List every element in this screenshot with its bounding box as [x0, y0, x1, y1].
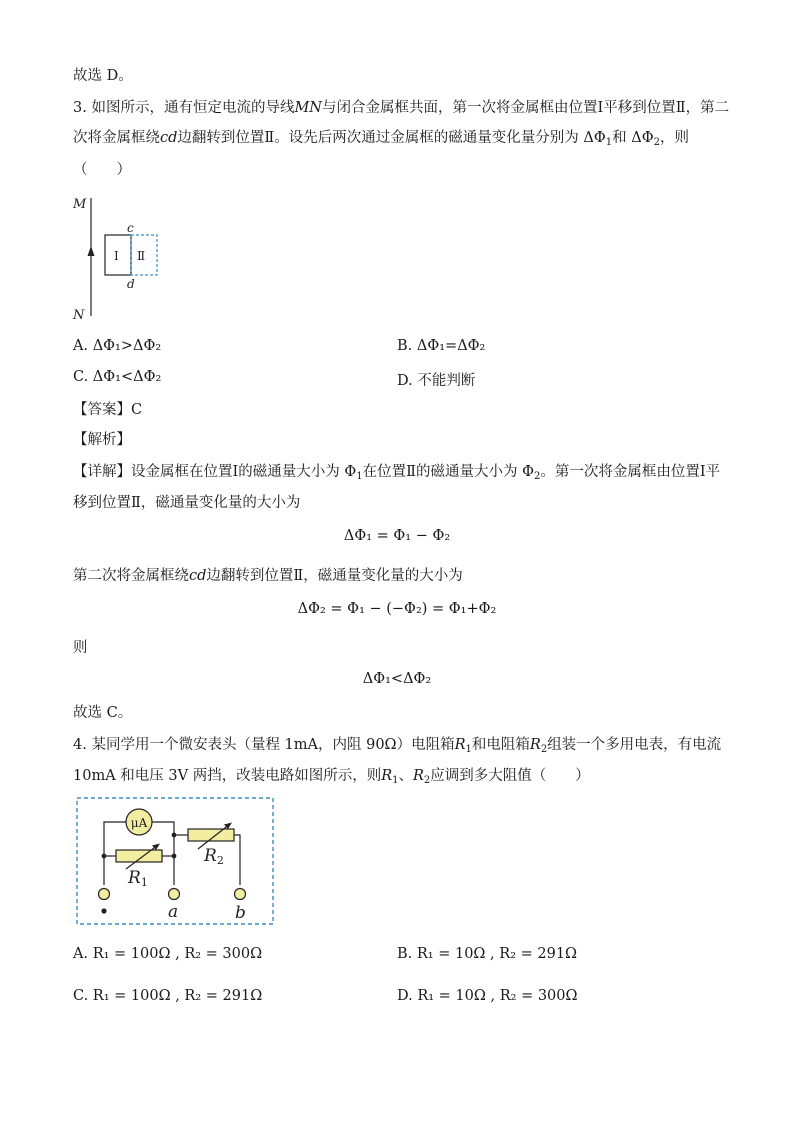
equation-2: ΔΦ₂ = Φ₁ − (−Φ₂) = Φ₁+Φ₂ — [297, 601, 497, 617]
label-position-II: Ⅱ — [137, 249, 146, 263]
terminal-b-label: b — [235, 903, 246, 923]
q3-line1: 3. 如图所示，通有恒定电流的导线MN与闭合金属框共面，第一次将金属框由位置Ⅰ平移到位置Ⅱ，第二 — [73, 100, 730, 116]
q3-line2: 次将金属框绕cd边翻转到位置Ⅱ。设先后两次通过金属框的磁通量变化量分别为 $\Delta\Phi_1$和 $\Delta\Phi_2$，则 — [73, 130, 689, 148]
q3-option-b[interactable]: B. ΔΦ₁=ΔΦ₂ — [397, 338, 486, 354]
terminal-a-label: a — [168, 902, 179, 922]
detail-line1: 【详解】设金属框在位置Ⅰ的磁通量大小为 $\Phi_1$在位置Ⅱ的磁通量大小为 $\Phi_2$。第一次将金属框由位置Ⅰ平 — [73, 464, 721, 482]
prev-conclusion: 故选 D。 — [73, 68, 133, 84]
q3-option-a[interactable]: A. ΔΦ₁>ΔΦ₂ — [73, 338, 162, 354]
q4-option-d[interactable]: D. R₁ = 10Ω , R₂ = 300Ω — [397, 988, 578, 1004]
detail-line3: 第二次将金属框绕cd边翻转到位置Ⅱ，磁通量变化量的大小为 — [73, 568, 463, 584]
answer-label: 【答案】C — [73, 402, 143, 418]
equation-1: ΔΦ₁ = Φ₁ − Φ₂ — [343, 528, 451, 544]
then-label: 则 — [73, 640, 88, 656]
q3-paren: （ ） — [73, 162, 131, 178]
label-M: M — [73, 197, 87, 212]
q3-conclusion: 故选 C。 — [73, 705, 133, 721]
analysis-label: 【解析】 — [73, 432, 131, 448]
detail-line2: 移到位置Ⅱ，磁通量变化量的大小为 — [73, 495, 301, 511]
q3-option-c[interactable]: C. ΔΦ₁<ΔΦ₂ — [73, 369, 162, 385]
label-position-I: Ⅰ — [114, 249, 119, 263]
equation-3: ΔΦ₁<ΔΦ₂ — [362, 671, 432, 687]
q4-option-c[interactable]: C. R₁ = 100Ω , R₂ = 291Ω — [73, 988, 263, 1004]
q4-option-b[interactable]: B. R₁ = 10Ω , R₂ = 291Ω — [397, 946, 578, 962]
figure-circuit — [76, 797, 276, 927]
label-N: N — [73, 308, 85, 323]
label-d: d — [127, 277, 135, 291]
figure-wire-frame — [70, 192, 180, 327]
q4-line2: 10mA 和电压 3V 两挡，改装电路如图所示，则$R_1$、$R_2$应调到多大阻值（ ） — [73, 768, 590, 786]
microammeter-label: μA — [130, 816, 148, 830]
q3-option-d[interactable]: D. 不能判断 — [397, 373, 476, 389]
q4-option-a[interactable]: A. R₁ = 100Ω , R₂ = 300Ω — [73, 946, 263, 962]
label-R2: R2 — [204, 846, 224, 867]
label-c: c — [127, 221, 134, 235]
label-R1: R1 — [128, 868, 148, 889]
q4-line1: 4. 某同学用一个微安表头（量程 1mA，内阻 90Ω）电阻箱$R_1$和电阻箱$R_2$组装一个多用电表，有电流 — [73, 737, 722, 755]
